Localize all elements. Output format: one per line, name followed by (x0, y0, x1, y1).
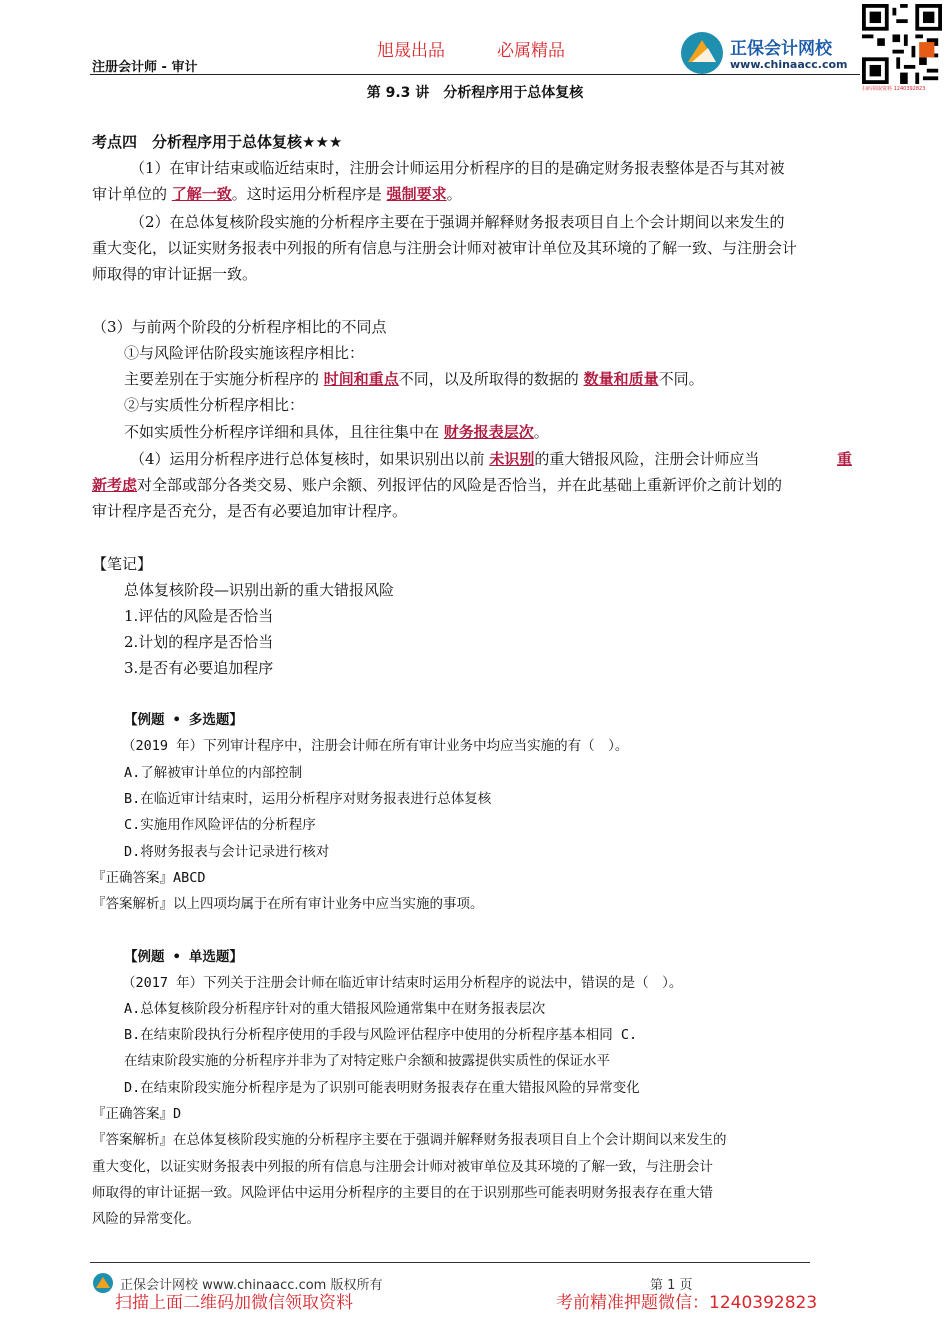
logo-name: 正保会计网校 (730, 39, 832, 59)
course-label: 注册会计师 - 审计 (92, 60, 198, 75)
p4-line2: 新考虑对全部或部分各类交易、账户余额、列报评估的风险是否恰当，并在此基础上重新评价之前计划的 (92, 476, 783, 494)
ex1-option-b: B.在临近审计结束时，运用分析程序对财务报表进行总体复核 (124, 791, 492, 807)
highlight-reconsider-b: 新考虑 (92, 476, 138, 494)
ex2-title: 【例题 • 单选题】 (124, 949, 243, 965)
ex2-option-d: D.在结束阶段实施分析程序是为了识别可能表明财务报表存在重大错报风险的异常变化 (124, 1080, 640, 1096)
ex2-analysis-line4: 风险的异常变化。 (92, 1211, 200, 1227)
ex1-option-d: D.将财务报表与会计记录进行核对 (124, 844, 330, 860)
logo-url: www.chinaacc.com (730, 58, 848, 71)
p1-line1: （1）在审计结束或临近结束时，注册会计师运用分析程序的目的是确定财务报表整体是否与其对被 (130, 159, 785, 177)
notes-line1: 1.评估的风险是否恰当 (124, 607, 274, 625)
ex2-option-b: B.在结束阶段执行分析程序使用的手段与风险评估程序中使用的分析程序基本相同 C. (124, 1027, 638, 1043)
lecture-title: 第 9.3 讲 分析程序用于总体复核 (366, 85, 584, 101)
ex1-analysis: 『答案解析』以上四项均属于在所有审计业务中应当实施的事项。 (92, 896, 484, 912)
highlight-timing: 时间和重点 (323, 370, 399, 388)
ex1-answer: 『正确答案』ABCD (92, 870, 206, 886)
ex2-question: （2017 年）下列关于注册会计师在临近审计结束时运用分析程序的说法中，错误的是（ ）。 (122, 975, 683, 991)
ex2-analysis-line3: 师取得的审计证据一致。风险评估中运用分析程序的主要目的在于识别那些可能表明财务报表存在重大错 (92, 1185, 713, 1201)
p3-sub2-text: 不如实质性分析程序详细和具体，且往往集中在 财务报表层次。 (124, 423, 549, 441)
header-divider (90, 74, 860, 75)
footer-promo-right: 考前精准押题微信：1240392823 (556, 1293, 818, 1313)
highlight-quantity: 数量和质量 (583, 370, 659, 388)
ex2-analysis-line1: 『答案解析』在总体复核阶段实施的分析程序主要在于强调并解释财务报表项目自上个会计期间以来发生的 (92, 1132, 727, 1148)
qr-caption: 扫码领取资料 1240392823 (862, 86, 926, 92)
highlight-reconsider-a: 重 (836, 450, 852, 468)
highlight-mandatory: 强制要求 (386, 185, 447, 203)
chinaacc-small-logo-icon (92, 1272, 114, 1294)
notes-line2: 2.计划的程序是否恰当 (124, 633, 274, 651)
p1-line2: 审计单位的 了解一致。这时运用分析程序是 强制要求。 (92, 185, 462, 203)
p3-title: （3）与前两个阶段的分析程序相比的不同点 (92, 318, 387, 336)
ex1-question: （2019 年）下列审计程序中，注册会计师在所有审计业务中均应当实施的有（ ）。 (122, 738, 629, 754)
highlight-understanding: 了解一致 (171, 185, 232, 203)
p2-line1: （2）在总体复核阶段实施的分析程序主要在于强调并解释财务报表项目自上个会计期间以来发生的 (130, 213, 785, 231)
section-title: 考点四 分析程序用于总体复核★★★ (92, 133, 343, 151)
p2-line2: 重大变化，以证实财务报表中列报的所有信息与注册会计师对被审计单位及其环境的了解一致、与注册会计 (92, 239, 798, 257)
notes-line0: 总体复核阶段—识别出新的重大错报风险 (124, 581, 395, 599)
ex1-title: 【例题 • 多选题】 (124, 712, 243, 728)
footer-copyright: 正保会计网校 www.chinaacc.com 版权所有 (120, 1278, 383, 1293)
footer-promo-left: 扫描上面二维码加微信领取资料 (115, 1293, 353, 1313)
p4-line3: 审计程序是否充分，是否有必要追加审计程序。 (92, 502, 408, 520)
ex2-answer: 『正确答案』D (92, 1106, 182, 1122)
highlight-unidentified: 未识别 (489, 450, 535, 468)
p3-sub1: ①与风险评估阶段实施该程序相比： (124, 344, 365, 362)
slogan-right: 必属精品 (497, 41, 565, 61)
p4-line1: （4）运用分析程序进行总体复核时，如果识别出以前 未识别的重大错报风险，注册会计师应当 重 (130, 446, 860, 472)
ex1-option-c: C.实施用作风险评估的分析程序 (124, 817, 316, 833)
footer-divider (90, 1262, 810, 1263)
p3-sub1-text: 主要差别在于实施分析程序的 时间和重点不同，以及所取得的数据的 数量和质量不同。 (124, 370, 704, 388)
slogan-left: 旭晟出品 (377, 41, 445, 61)
page-number: 第 1 页 (650, 1278, 693, 1293)
highlight-fs-level: 财务报表层次 (443, 423, 534, 441)
ex2-option-a: A.总体复核阶段分析程序针对的重大错报风险通常集中在财务报表层次 (124, 1001, 546, 1017)
p3-sub2: ②与实质性分析程序相比： (124, 396, 305, 414)
qr-code-icon (862, 4, 942, 84)
notes-title: 【笔记】 (92, 555, 153, 573)
ex1-option-a: A.了解被审计单位的内部控制 (124, 765, 303, 781)
p2-line3: 师取得的审计证据一致。 (92, 265, 258, 283)
ex2-analysis-line2: 重大变化，以证实财务报表中列报的所有信息与注册会计师对被审单位及其环境的了解一致，与注册会计 (92, 1159, 713, 1175)
notes-line3: 3.是否有必要追加程序 (124, 659, 274, 677)
ex2-option-c: 在结束阶段实施的分析程序并非为了对特定账户余额和披露提供实质性的保证水平 (124, 1053, 610, 1069)
